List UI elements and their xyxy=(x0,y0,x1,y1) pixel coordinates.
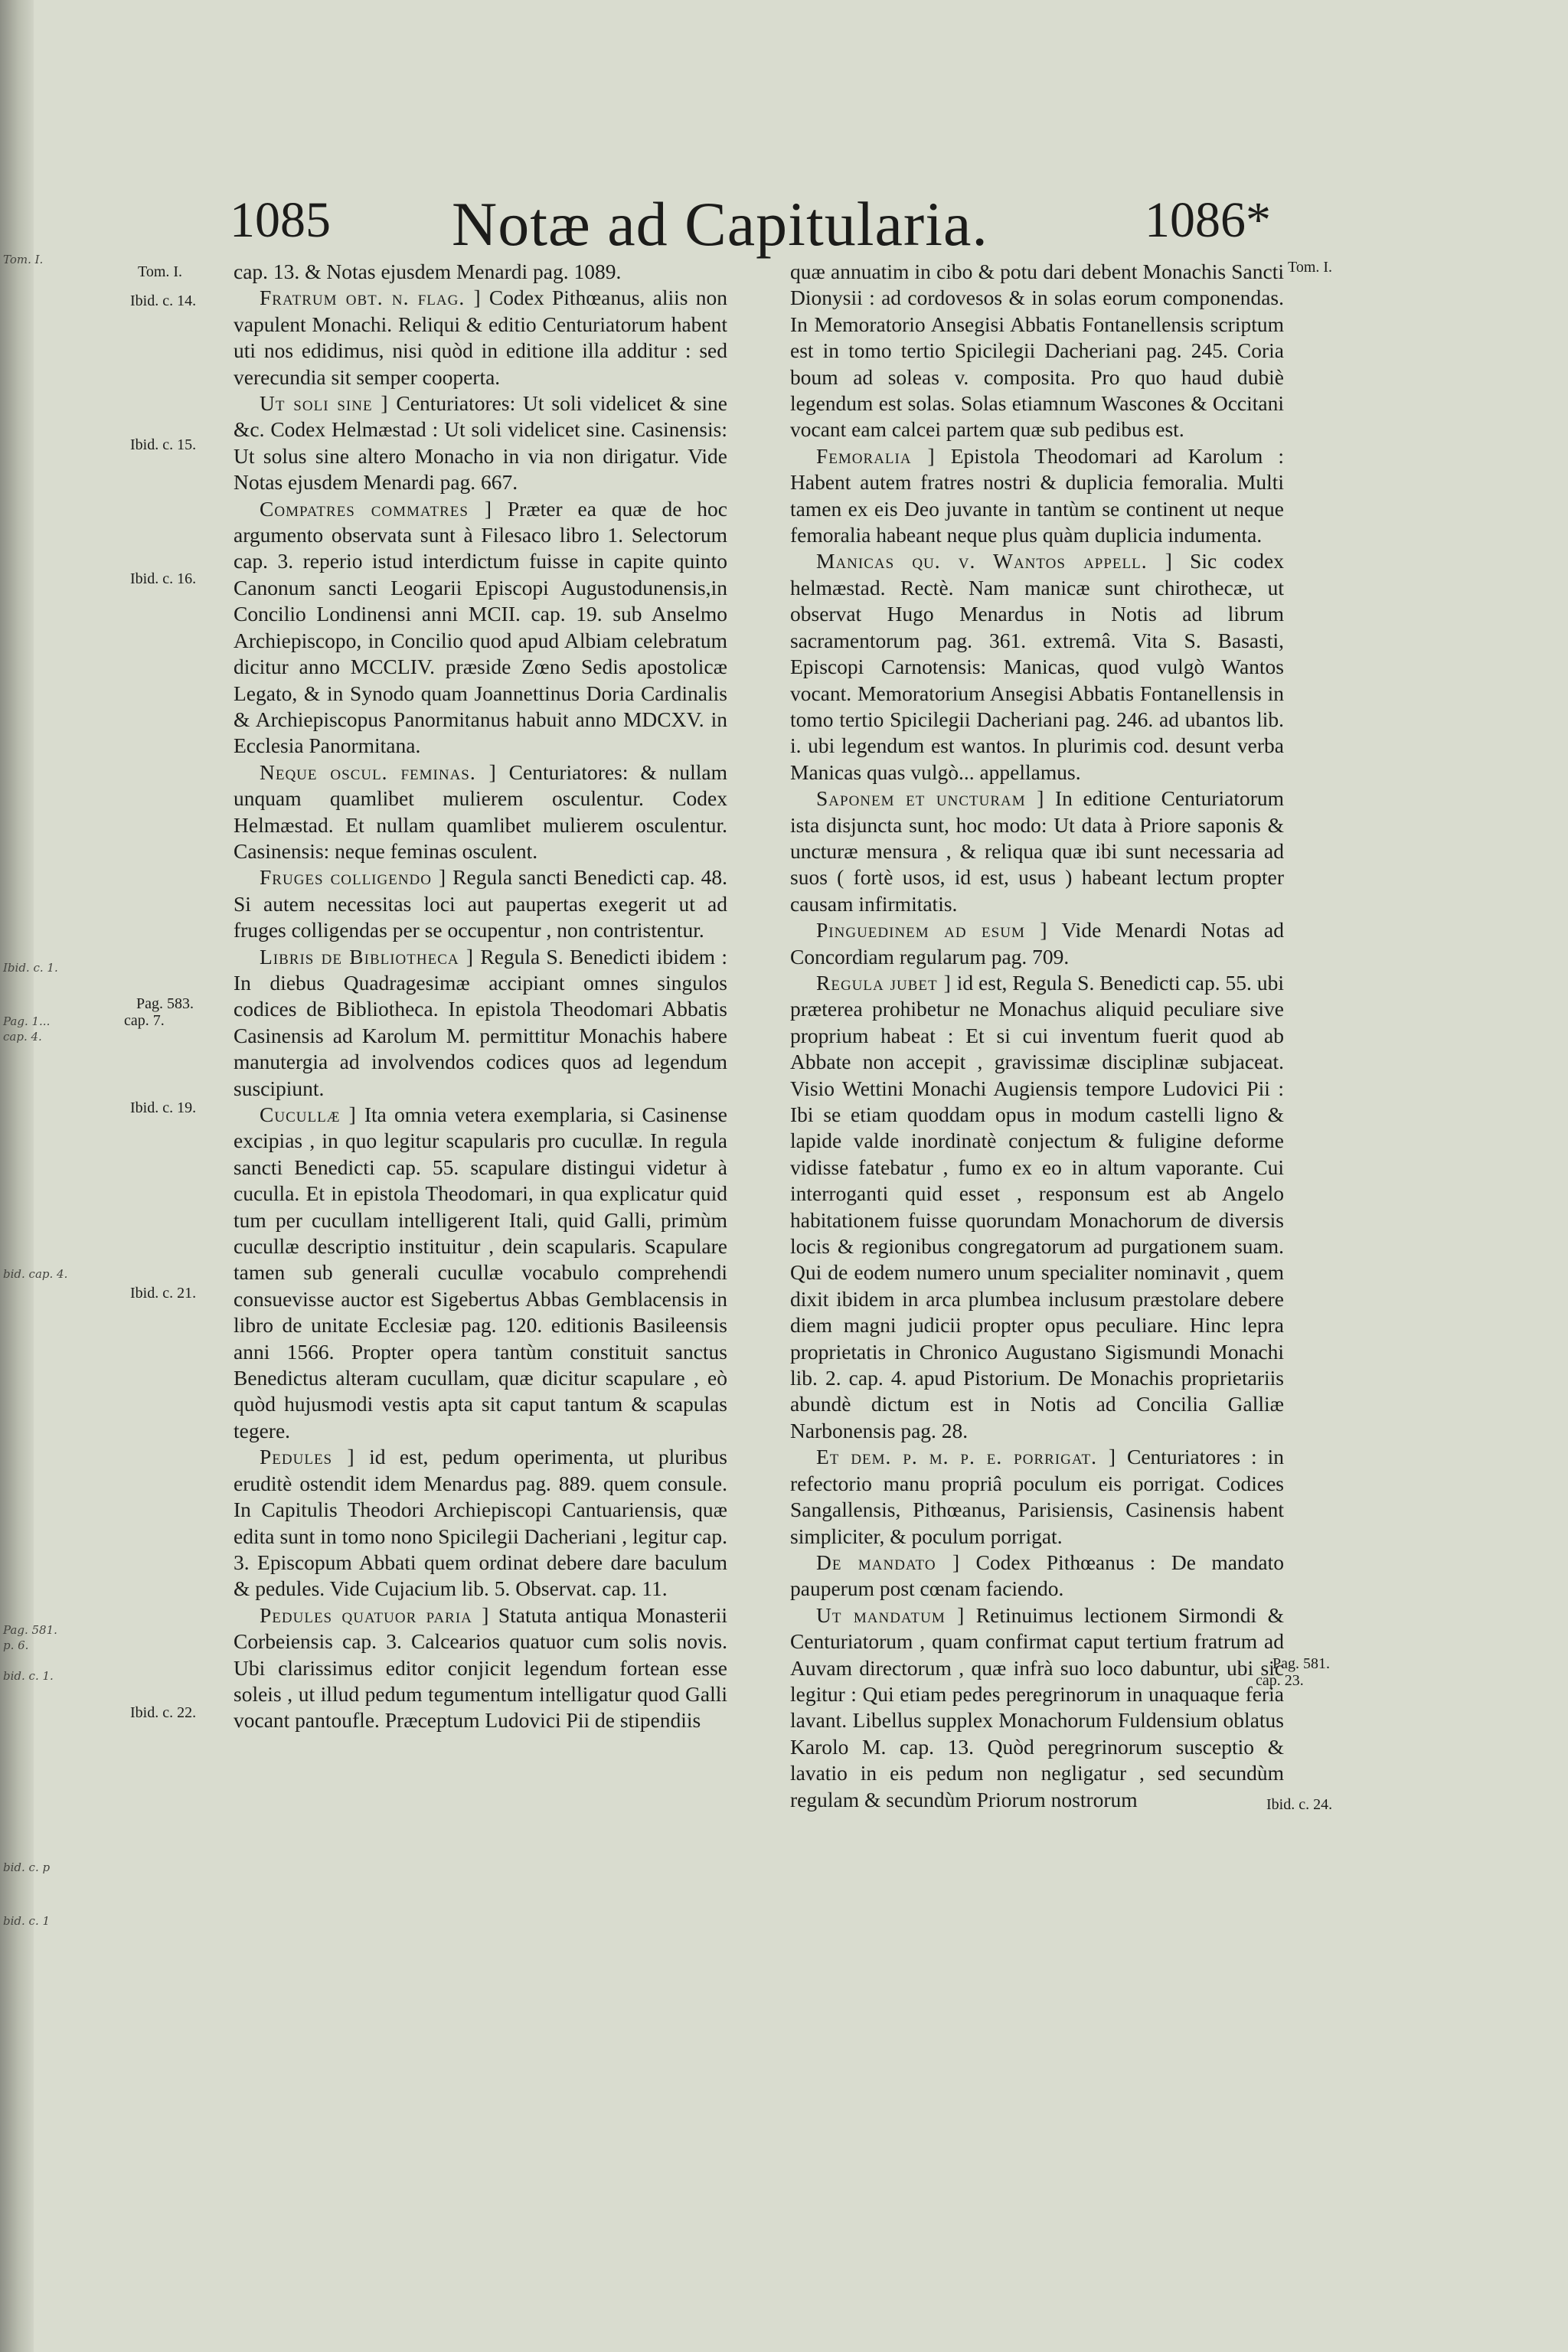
running-title: Notæ ad Capitularia. xyxy=(452,189,988,259)
lemma: De mandato ] xyxy=(816,1550,961,1574)
gutter-note: p. 6. xyxy=(3,1638,29,1652)
paragraph-text: Codex Pithœanus, aliis non vapulent Monachi. Reliqui & editio Centuriatorum habent uti nos edidimus, nisi quòd in editione illa additur : sed verecundia sit semper cooperta. xyxy=(234,286,727,389)
paragraph xyxy=(790,259,1284,443)
lemma: Libris de Bibliotheca ] xyxy=(260,944,475,969)
lemma: Pinguedinem ad esum ] xyxy=(816,918,1048,942)
paragraph xyxy=(234,496,727,760)
paragraph xyxy=(234,1444,727,1602)
paragraph xyxy=(790,1444,1284,1550)
lemma: Compatres commatres ] xyxy=(260,496,492,521)
paragraph xyxy=(234,864,727,943)
margin-note: cap. 7. xyxy=(124,1012,165,1029)
paragraph-text: Sic codex helmæstad. Rectè. Nam manicæ sunt chirothecæ, ut observat Hugo Menardus in Notis ad librum sacramentorum pag. 361. extremâ. Vita S. Basasti, Episcopi Carnotensis: Manicas, quod vulgò Wantos vocant. Memoratorium Ansegisi Abbatis Fontanellensis in tomo tertio Spicilegii Dacheriani pag. 246. ad ubantos lib. i. ubi legendum est wantos. In plurimis cod. desunt verba Manicas quas vulgò... appellamus. xyxy=(790,549,1284,784)
paragraph xyxy=(790,970,1284,1444)
margin-note: Tom. I. xyxy=(138,263,183,280)
lemma: Fruges colligendo ] xyxy=(260,865,447,890)
paragraph-text: cap. 13. & Notas ejusdem Menardi pag. 1089. xyxy=(234,260,622,283)
paragraph-text: Ita omnia vetera exemplaria, si Casinense excipias , in quo legitur scapularis pro cucullæ. In regula sancti Benedicti cap. 55. scapulare distingui videtur à cuculla. Et in epistola Theodomari, in qua explicatur quid tum per cucullam intelligerent Itali, quid Galli, primùm cucullæ descriptio instituitur , dein scapularis. Scapulare tamen sub generali cucullæ vocabulo comprehendi consuevisse auctor est Sigebertus Abbas Gemblacensis in libro de unitate Ecclesiæ pag. 120. editionis Basileensis anni 1566. Propter opera tantùm constituit sanctus Benedictus alteram cucullam, quæ dicitur scapulare , eò quòd hujusmodi vestis apta sit caput tantum & scapulas tegere. xyxy=(234,1102,728,1442)
paragraph-text: Præter ea quæ de hoc argumento observata sunt à Filesaco libro 1. Selectorum cap. 3. reperio istud interdictum fuisse in capite quinto Canonum sancti Leogarii Episcopi Augustodunensis,in Concilio Londinensi anni MCII. cap. 19. sub Anselmo Archiepiscopo, in Concilio quod apud Albiam celebratum dicitur anno MCCLIV. præside Zœno Sedis apostolicæ Legato, & in Synodo quam Joannettinus Doria Cardinalis & Archiepiscopus Panormitanus habuit anno MDCXV. in Ecclesia Panormitana. xyxy=(234,496,727,758)
margin-note: Ibid. c. 19. xyxy=(130,1099,197,1116)
gutter-note: cap. 4. xyxy=(3,1030,42,1044)
paragraph xyxy=(234,1102,727,1444)
gutter-note: Tom. I. xyxy=(3,253,44,266)
lemma: Et dem. p. m. p. e. porrigat. ] xyxy=(816,1445,1117,1469)
paragraph-text: Centuriatores: Ut soli videlicet & sine &c. Codex Helmæstad : Ut soli videlicet sine. Casinensis: Ut solus sine altero Monacho in via non dirigatur. Vide Notas ejusdem Menardi pag. 667. xyxy=(234,391,727,495)
page-header xyxy=(230,191,1271,260)
paragraph xyxy=(234,285,727,390)
paragraph xyxy=(790,917,1284,970)
paragraph xyxy=(790,786,1284,917)
gutter-note: bid. c. 1. xyxy=(3,1669,54,1683)
paragraph xyxy=(790,548,1284,786)
margin-note: Pag. 583. xyxy=(136,995,194,1012)
margin-note: Ibid. c. 22. xyxy=(130,1704,197,1721)
paragraph xyxy=(234,1602,727,1734)
margin-note: cap. 23. xyxy=(1256,1672,1304,1689)
lemma: Femoralia ] xyxy=(816,443,936,468)
right-column xyxy=(790,259,1284,1813)
lemma: Ut mandatum ] xyxy=(816,1602,965,1627)
margin-note: Ibid. c. 14. xyxy=(130,292,197,309)
paragraph xyxy=(234,390,727,496)
gutter-note: Pag. 1... xyxy=(3,1014,51,1028)
lemma: Fratrum obt. n. flag. ] xyxy=(260,286,482,310)
margin-note: Tom. I. xyxy=(1288,259,1333,276)
paragraph-text: Epistola Theodomari ad Karolum : Habent autem fratres nostri & duplicia femoralia. Multi tamen ex eis Deo juvante in tantùm se continent ut neque femoralia habeant neque plus quàm duplicia indumenta. xyxy=(790,443,1284,547)
gutter-note: Ibid. c. 1. xyxy=(3,961,58,975)
paragraph xyxy=(790,443,1284,549)
paragraph-text: Regula S. Benedicti ibidem : In diebus Quadragesimæ accipiant omnes singulos codices de Bibliotheca. In epistola Theodomari Abbatis Casinensis ad Karolum M. permittitur Monachis habere manutergia ad involvendos codices quos ad legendum suscipiunt. xyxy=(234,944,727,1100)
paragraph xyxy=(234,944,727,1102)
paragraph-text: Vide Menardi Notas ad Concordiam regularum pag. 709. xyxy=(790,918,1284,969)
lemma: Pedules ] xyxy=(260,1445,355,1469)
gutter-note: Pag. 581. xyxy=(3,1623,57,1637)
paragraph-text: id est, pedum operimenta, ut pluribus eruditè ostendit idem Menardus pag. 889. quem consule. In Capitulis Theodori Archiepiscopi Cantuariensis, quæ edita sunt in tomo nono Spicilegii Dacheriani , legitur cap. 3. Episcopum Abbati quem ordinat debere dare baculum & pedules. Vide Cujacium lib. 5. Observat. cap. 11. xyxy=(234,1445,727,1601)
lemma: Ut soli sine ] xyxy=(260,391,389,416)
lemma: Saponem et uncturam ] xyxy=(816,786,1045,811)
paragraph-text: In editione Centuriatorum ista disjuncta sunt, hoc modo: Ut data à Priore saponis & uncturæ mensura , & reliqua quæ ibi sunt necessaria ad suos ( fortè usos, id est, usus ) habeant lectum propter causam infirmitatis. xyxy=(790,786,1285,916)
margin-note: Ibid. c. 24. xyxy=(1266,1796,1333,1813)
paragraph-text: Regula sancti Benedicti cap. 48. Si autem necessitas loci aut paupertas exegerit ut ad fruges colligendas per se occupentur , non contristentur. xyxy=(234,865,727,942)
margin-note: Pag. 581. xyxy=(1272,1655,1330,1672)
paragraph-text: Centuriatores: & nullam unquam quamlibet mulierem osculentur. Codex Helmæstad. Et nullam quamlibet mulierem osculentur. Casinensis: neque feminas osculent. xyxy=(234,760,727,863)
lemma: Pedules quatuor paria ] xyxy=(260,1602,490,1627)
paragraph xyxy=(234,259,727,285)
paragraph-text: Centuriatores : in refectorio manu propriâ poculum eis porrigat. Codices Sangallensis, Pithœanus, Parisiensis, Casinensis habent simpliciter, & poculum porrigat. xyxy=(790,1445,1285,1548)
book-gutter xyxy=(0,0,68,2352)
lemma: Regula jubet ] xyxy=(816,970,952,995)
paragraph-text: Codex Pithœanus : De mandato pauperum post cœnam faciendo. xyxy=(790,1550,1285,1601)
paragraph xyxy=(790,1602,1284,1813)
paragraph-text: Retinuimus lectionem Sirmondi & Centuriatorum , quam confirmat caput tertium fratrum ad Auvam directorum , quæ infrà suo loco dabuntur, ubi sic legitur : Qui etiam pedes peregrinorum in unaquaque feria lavant. Libellus supplex Monachorum Fuldensium oblatus Karolo M. cap. 13. Quòd peregrinorum susceptio & lavatio in eis pedum non negligatur , sed secundùm regulam & secundùm Priorum nostrorum xyxy=(790,1602,1284,1811)
paragraph-text: id est, Regula S. Benedicti cap. 55. ubi præterea prohibetur ne Monachus aliquid peculiare sive proprium habeat : Et si cui inventum fuerit quod ab Abbate non accepit , gravissimæ disciplinæ subjaceat. Visio Wettini Monachi Augiensis tempore Ludovici Pii : Ibi se etiam quoddam opus in modum castelli ligno & lapide valde inordinatè conjectum & fuligine deforme vidisse fatebatur , fumo ex eo in altum vaporante. Cui interroganti quid esset , responsum est ab Angelo habitationem fuisse quorundam Monachorum de diversis locis & regionibus congregatorum ad purgationem suam. Qui de eodem numero unum specialiter nominavit , quem dixit ibidem in arca plumbea inclusum præstolare debere diem magni judicii propter opus peculiare. Hinc lepra proprietatis in Chronico Augustano Sigismundi Monachi lib. 2. cap. 4. apud Pistorium. De Monachis proprietariis abundè dictum est in Notis ad Concilia Galliæ Narbonensis pag. 28. xyxy=(790,970,1285,1442)
paragraph-text: quæ annuatim in cibo & potu dari debent Monachis Sancti Dionysii : ad cordovesos & in solas eorum componendas. In Memoratorio Ansegisi Abbatis Fontanellensis scriptum est in tomo tertio Spicilegii Dacheriani pag. 245. Coria boum ad soleas v. composita. Pro quo haud dubiè legendum est solas. Solas etiamnum Wascones & Occitani vocant eam calcei partem quæ sub pedibus est. xyxy=(790,260,1284,442)
margin-note: Ibid. c. 15. xyxy=(130,436,197,453)
gutter-note: bid. c. p xyxy=(3,1860,51,1874)
paragraph xyxy=(790,1550,1284,1602)
gutter-note: bid. c. 1 xyxy=(3,1914,51,1928)
left-column xyxy=(234,259,727,1734)
paragraph-text: Statuta antiqua Monasterii Corbeiensis cap. 3. Calcearios quatuor cum solis novis. Ubi clarissimus editor conjicit legendum fortean esse soleis , ut illud pedum tegumentum intelligatur quod Galli vocant pantoufle. Præceptum Ludovici Pii de stipendiis xyxy=(234,1602,728,1733)
lemma: Manicas qu. v. Wantos appell. ] xyxy=(816,549,1173,573)
margin-note: Ibid. c. 16. xyxy=(130,570,197,587)
paragraph xyxy=(234,760,727,865)
lemma: Neque oscul. feminas. ] xyxy=(260,760,497,784)
lemma: Cucullæ ] xyxy=(260,1102,357,1126)
margin-note: Ibid. c. 21. xyxy=(130,1285,197,1302)
right-page-number: 1086* xyxy=(1145,192,1271,248)
gutter-note: bid. cap. 4. xyxy=(3,1267,68,1281)
left-page-number: 1085 xyxy=(230,192,331,248)
